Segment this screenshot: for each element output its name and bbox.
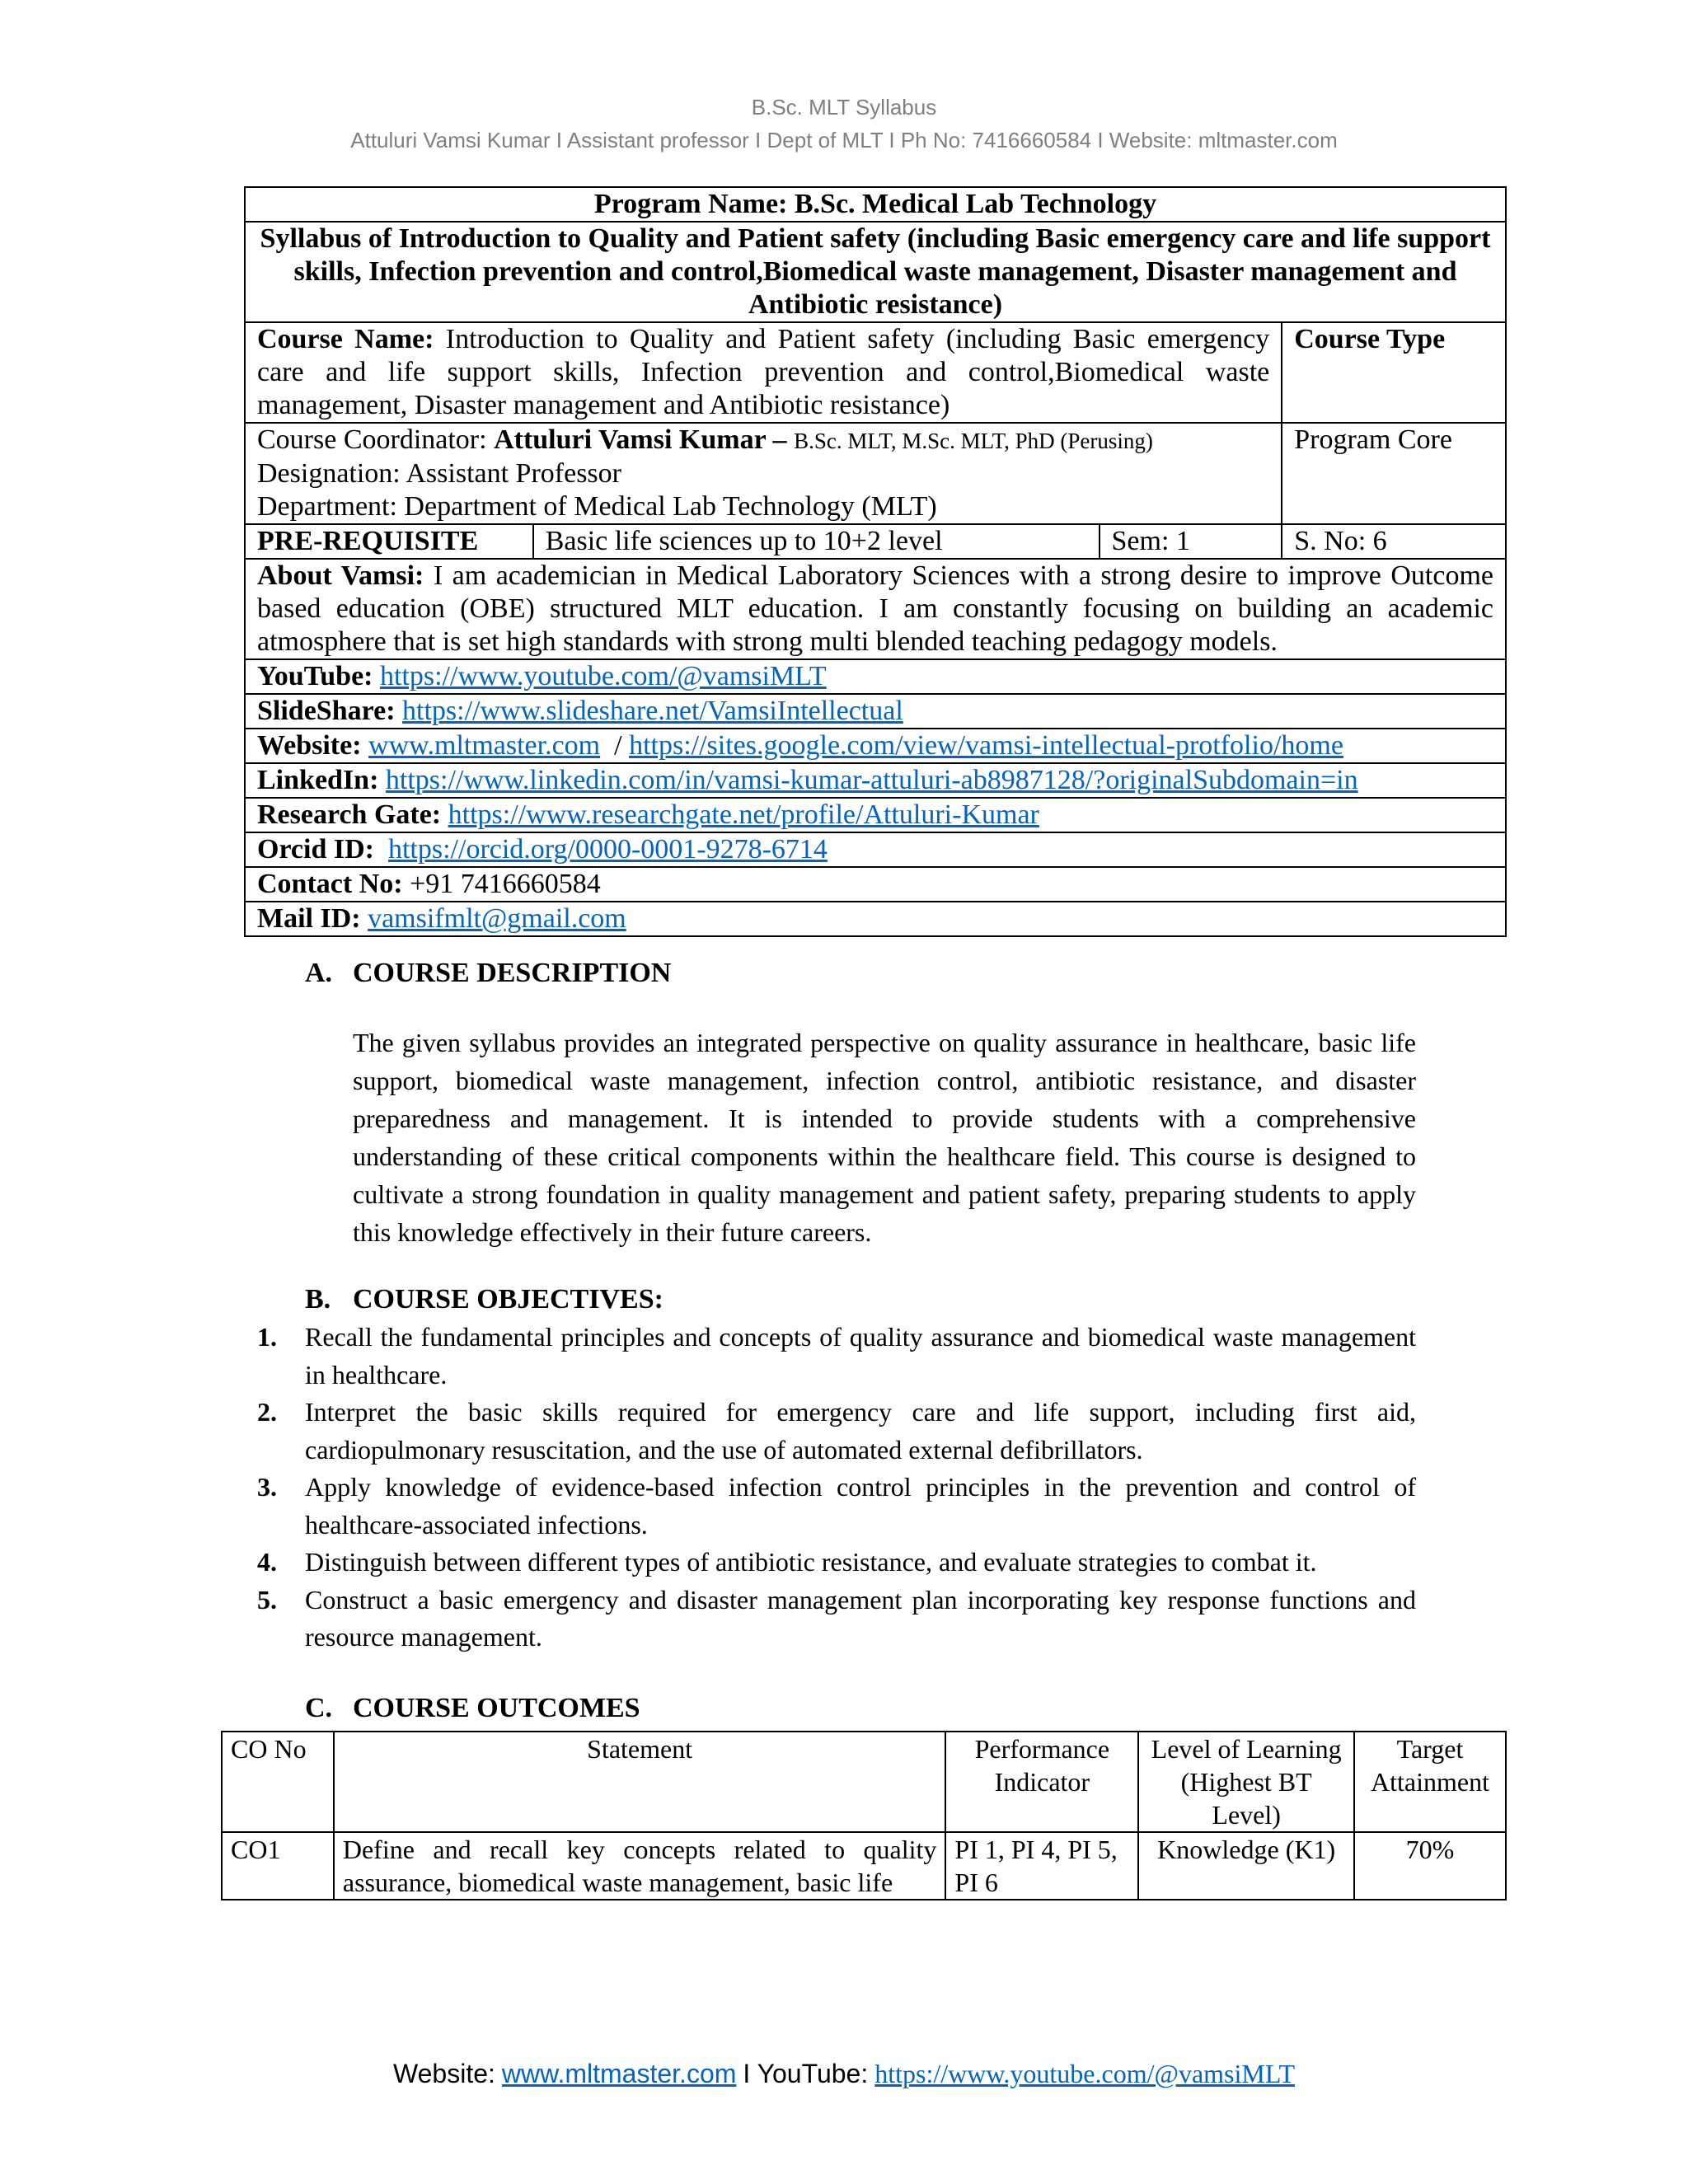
objective-text: Construct a basic emergency and disaster management plan incorporating key response functions and resource management. [305,1584,1416,1652]
syllabus-title: Syllabus of Introduction to Quality and Patient safety (including Basic emergency care and life support skills, Infection prevention and control,Biomedical waste management, Disaster management and Antibiotic resistance) [260,223,1491,320]
program-name: Program Name: B.Sc. Medical Lab Technology [593,189,1157,219]
about-label: About Vamsi: [257,560,424,591]
linkedin-link[interactable]: https://www.linkedin.com/in/vamsi-kumar-attuluri-ab8987128/?originalSubdomain=in [385,765,1358,795]
course-name-label: Course Name: [257,324,434,354]
section-a-title: COURSE DESCRIPTION [353,958,672,988]
co-header-row [222,1732,1506,1832]
section-c-heading [305,1693,640,1724]
footer-youtube-link[interactable]: https://www.youtube.com/@vamsiMLT [874,2059,1295,2088]
objective-item [244,1394,1416,1469]
table-row [222,1832,1506,1900]
researchgate-label: Research Gate: [257,799,442,830]
department: Department: Department of Medical Lab Technology (MLT) [257,491,937,522]
footer-website-label: Website: [393,2059,495,2088]
mail-label: Mail ID: [257,903,361,934]
course-description: The given syllabus provides an integrated perspective on quality assurance in healthcare, basic life support, biomedical waste management, infection control, antibiotic resistance, and disaster preparedness and management. It is intended to provide students with a comprehensive understanding of these critical components within the healthcare field. This course is designed to cultivate a strong foundation in quality management and patient safety, preparing students to apply this knowledge effectively in their future careers. [353,1028,1416,1247]
footer-separator: I YouTube: [743,2059,869,2088]
contact-label: Contact No: [257,869,403,899]
designation: Designation: Assistant Professor [257,458,621,489]
page-header [0,91,1688,157]
coordinator-row [245,423,1506,524]
coordinator-name: Attuluri Vamsi Kumar – [494,424,787,455]
objectives-list [244,1319,1416,1657]
co-header-cell: Statement [334,1732,946,1832]
website-row [245,729,1506,763]
mail-row [245,902,1506,936]
co-statement: Define and recall key concepts related to quality assurance, biomedical waste management, basic life [334,1832,946,1900]
orcid-link[interactable]: https://orcid.org/0000-0001-9278-6714 [387,834,828,865]
prerequisite-value: Basic life sciences up to 10+2 level [533,524,1100,559]
objective-item [244,1544,1416,1582]
about-row [245,559,1506,659]
portfolio-link[interactable]: https://sites.google.com/view/vamsi-intellectual-protfolio/home [629,730,1343,761]
about-text: I am academician in Medical Laboratory Sciences with a strong desire to improve Outcome based education (OBE) structured MLT education. I am constantly focusing on building an academic atmosphere that is set high standards with strong multi blended teaching pedagogy models. [257,560,1493,657]
objective-number: 3. [257,1472,277,1502]
semester: Sem: 1 [1100,524,1282,559]
header-author-line: Attuluri Vamsi Kumar I Assistant professor I Dept of MLT I Ph No: 7416660584 I Website: mltmaster.com [350,128,1338,152]
footer-website-link[interactable]: www.mltmaster.com [501,2059,737,2088]
orcid-row [245,832,1506,867]
section-a-heading [305,958,671,989]
contact-row [245,867,1506,902]
objective-item [244,1319,1416,1394]
co-header-cell: Target Attainment [1354,1732,1506,1832]
linkedin-label: LinkedIn: [257,765,379,795]
page-footer [0,2055,1688,2092]
objective-number: 5. [257,1584,277,1615]
youtube-label: YouTube: [257,661,373,691]
course-name: Introduction to Quality and Patient safety (including Basic emergency care and life support skills, Infection prevention and control,Biomedical waste management, Disaster management and Antibiotic resistance) [257,324,1270,420]
slideshare-link[interactable]: https://www.slideshare.net/VamsiIntellectual [402,696,903,726]
co-target: 70% [1354,1832,1506,1900]
section-b-title: COURSE OBJECTIVES: [353,1284,663,1315]
objective-number: 4. [257,1547,277,1577]
section-b-heading [305,1284,663,1315]
youtube-link[interactable]: https://www.youtube.com/@vamsiMLT [379,661,827,691]
serial-number: S. No: 6 [1282,524,1506,559]
course-outcomes-table [221,1731,1507,1900]
orcid-label: Orcid ID: [257,834,374,865]
course-info-table [244,186,1507,937]
section-c-letter: C. [305,1693,333,1723]
header-title: B.Sc. MLT Syllabus [751,95,937,120]
course-type: Program Core [1282,423,1506,524]
co-header-cell: CO No [222,1732,334,1832]
co-performance-indicator: PI 1, PI 4, PI 5, PI 6 [945,1832,1138,1900]
prerequisite-row [245,524,1506,559]
section-b-letter: B. [305,1284,331,1315]
objective-item [244,1469,1416,1544]
slideshare-label: SlideShare: [257,696,396,726]
slideshare-row [245,694,1506,729]
section-c-title: COURSE OUTCOMES [353,1693,640,1723]
section-a-letter: A. [305,958,333,988]
co-header-cell: Level of Learning (Highest BT Level) [1138,1732,1354,1832]
course-type-label: Course Type [1294,324,1446,354]
researchgate-link[interactable]: https://www.researchgate.net/profile/Attuluri-Kumar [448,799,1039,830]
website-link[interactable]: www.mltmaster.com [368,730,601,761]
objective-item [244,1582,1416,1657]
objective-number: 2. [257,1397,277,1427]
objective-text: Apply knowledge of evidence-based infection control principles in the prevention and control of healthcare-associated infections. [305,1472,1416,1540]
program-name-row [245,187,1506,222]
coordinator-qualifications: B.Sc. MLT, M.Sc. MLT, PhD (Perusing) [794,429,1153,453]
prerequisite-label: PRE-REQUISITE [257,526,479,556]
objective-text: Recall the fundamental principles and concepts of quality assurance and biomedical waste management in healthcare. [305,1322,1416,1390]
course-name-row [245,322,1506,423]
website-label: Website: [257,730,362,761]
youtube-row [245,659,1506,694]
objective-text: Interpret the basic skills required for emergency care and life support, including first aid, cardiopulmonary resuscitation, and the use of automated external defibrillators. [305,1397,1416,1465]
mail-link[interactable]: vamsifmlt@gmail.com [368,903,626,934]
syllabus-title-row [245,222,1506,322]
researchgate-row [245,798,1506,832]
contact-number: +91 7416660584 [410,869,601,899]
co-header-cell: Performance Indicator [945,1732,1138,1832]
objective-number: 1. [257,1322,277,1352]
co-number: CO1 [222,1832,334,1900]
coordinator-label: Course Coordinator: [257,424,487,455]
co-level: Knowledge (K1) [1138,1832,1354,1900]
linkedin-row [245,763,1506,798]
objective-text: Distinguish between different types of antibiotic resistance, and evaluate strategies to combat it. [305,1547,1317,1577]
website-separator: / [614,730,622,761]
